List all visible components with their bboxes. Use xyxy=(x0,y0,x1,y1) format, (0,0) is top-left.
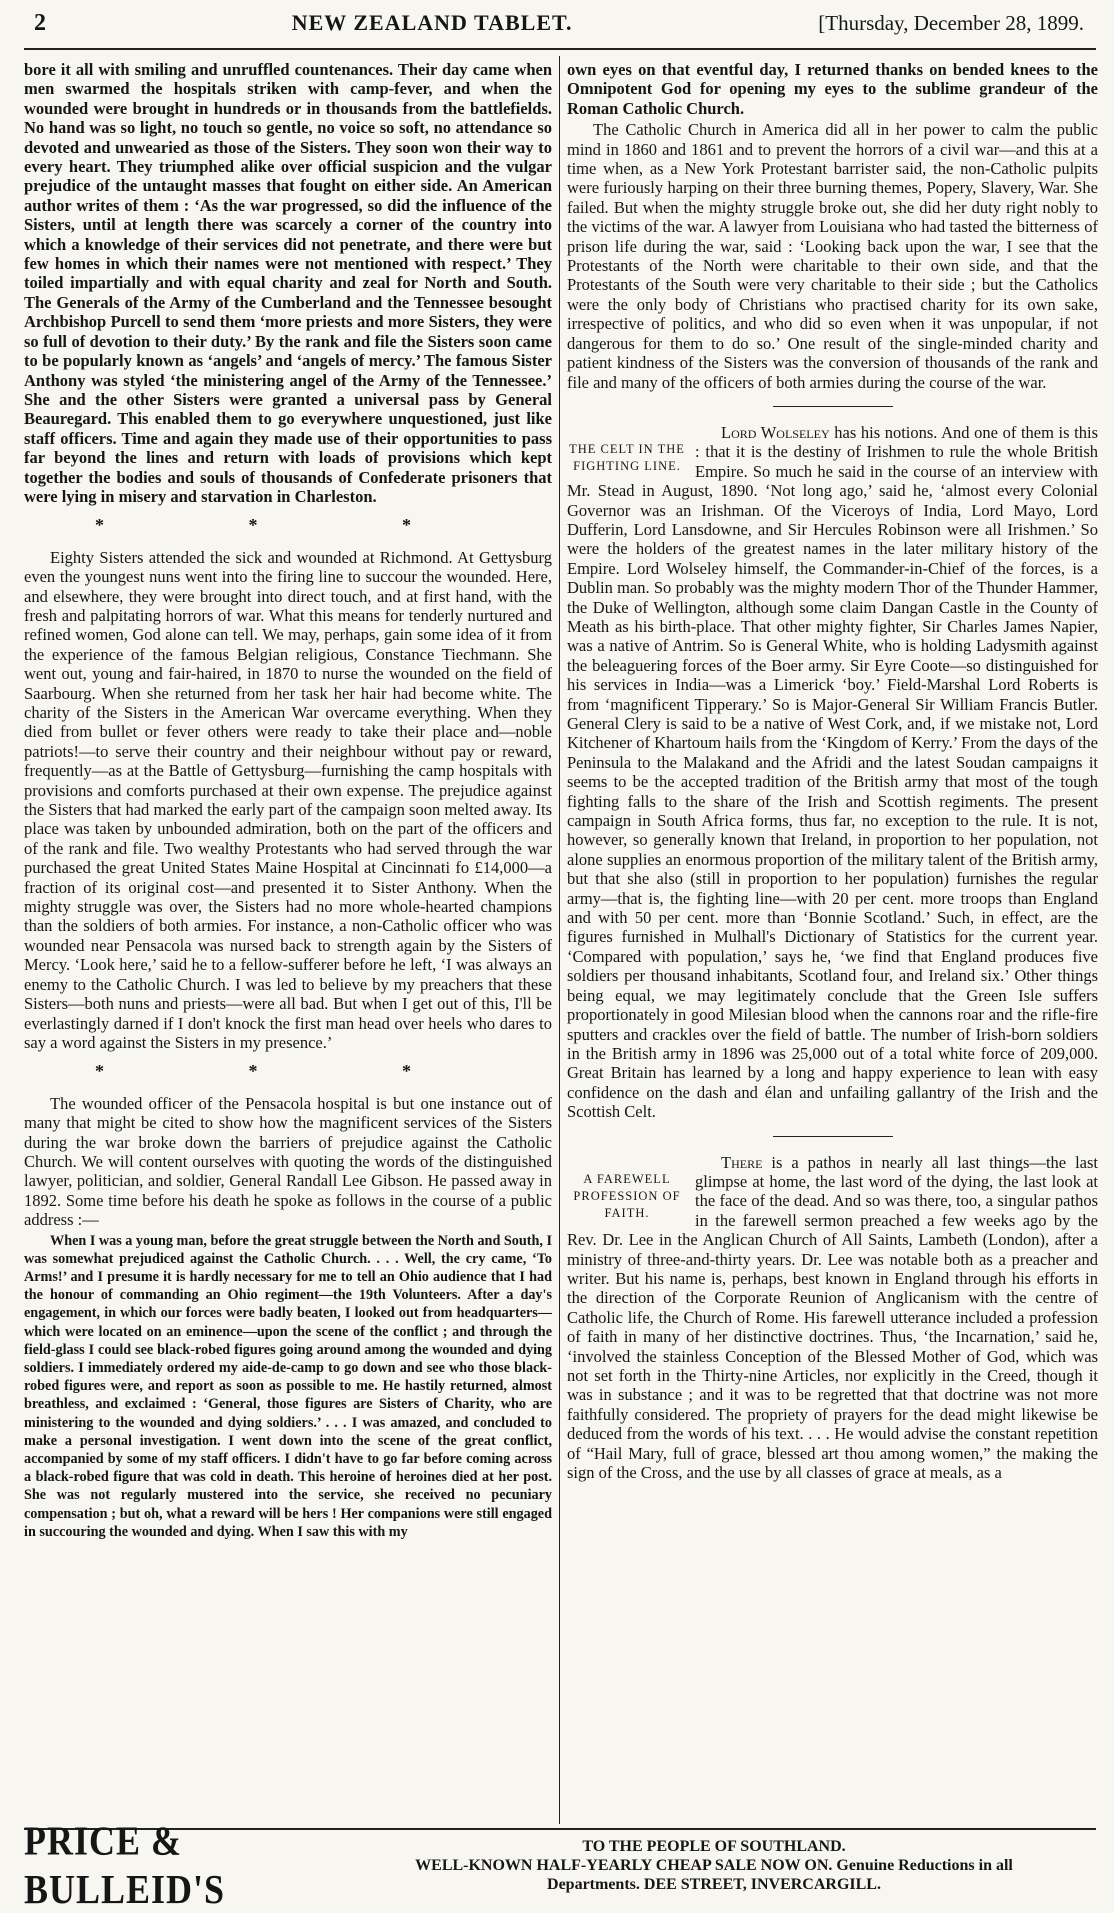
article-separator xyxy=(773,406,893,407)
ad-line: TO THE PEOPLE OF SOUTHLAND. xyxy=(582,1837,846,1855)
right-column xyxy=(567,60,1098,1484)
article-paragraph: The wounded officer of the Pensacola hospital is but one instance out of many that might be cited to show how the magnificent services of the Sisters during the war broke down the barriers of prejudice against the Catholic Church. We will content ourselves with quoting the words of the distinguished lawyer, politician, and soldier, General Randall Lee Gibson. He passed away in 1892. Some time before his death he spoke as follows in the course of a public address :— xyxy=(24,1093,552,1230)
page-number: 2 xyxy=(34,10,46,36)
ad-text xyxy=(334,1837,1094,1894)
section-divider-stars: * * * xyxy=(95,515,481,536)
article-paragraph: Eighty Sisters attended the sick and wounded at Richmond. At Gettysburg even the youngest nuns went into the firing line to succour the wounded. Here, and elsewhere, they were brought into direct touch, and at first hand, with the fresh and palpitating horrors of war. What this means for tenderly nurtured and refined women, God alone can tell. We may, perhaps, gain some idea of it from the experience of the famous Belgian religious, Constance Tiechmann. She went out, young and fair-haired, in 1870 to nurse the wounded on the field of Saarbourg. When she returned from her task her hair had become white. The charity of the Sisters in the American War overcame everything. When they died from bullet or fever others were ready to take their place and—noble patriots!—to serve their country and their neighbour without pay or reward, frequently—as at the Battle of Gettysburg—furnishing the camp hospitals with provisions and comforts purchased at their own expense. The prejudice against the Sisters that had marked the early part of the campaign soon melted away. Its place was taken by unbounded admiration, both on the part of the officers and of the rank and file. Two wealthy Protestants who had served through the war purchased the great United States Maine Hospital at Cincinnati fo £14,000—a fraction of its original cost—and presented it to Sister Anthony. When the mighty struggle was over, the Sisters had no more whole-hearted champions than the soldiers of both armies. For instance, a non-Catholic officer who was wounded near Pensacola was nursed back to strength again by the Sisters of Mercy. ‘Look here,’ said he to a fellow-sufferer before he left, ‘I was always an enemy to the Catholic Church. I was led to believe by my preachers that these Sisters—both nuns and priests—were all bad. But when I get out of this, I'll be everlastingly darned if I don't knock the first man head over heels who dares to say a word against the Sisters in my presence.’ xyxy=(24,547,552,1052)
section-divider-stars: * * * xyxy=(95,1061,481,1082)
block-quote: When I was a young man, before the great struggle between the North and South, I was somewhat prejudiced against the Catholic Church. . . . Well, the cry came, ‘To Arms!’ and I presume it is hardly necessary for me to tell an Ohio audience that I had the honour of commanding an Ohio regiment—the 19th Volunteers. After a day's engagement, in which our forces were badly beaten, I looked out from headquarters—which were located on an eminence—upon the scene of the conflict ; and through the field-glass I could see black-robed figures going around among the wounded and dying soldiers. I immediately ordered my aide-de-camp to go down and see who those black-robed figures were, and report as soon as possible to me. He hastily returned, almost breathless, and exclaimed : ‘General, those figures are Sisters of Charity, who are ministering to the wounded and dying soldiers.’ . . . I was amazed, and concluded to make a personal investigation. I went down into the scene of the great conflict, accompanied by some of my staff officers. I didn't have to go far before coming across a black-robed figure that was cold in death. This heroine of heroines died at her post. She was not regularly mustered into the service, she received no pecuniary compensation ; but oh, what a reward will be hers ! Her companions were still engaged in succouring the wounded and dying. When I saw this with my xyxy=(24,1232,552,1540)
article-separator xyxy=(773,1136,893,1137)
article-paragraph: The Catholic Church in America did all in her power to calm the public mind in 1860 and 1861 and to prevent the horrors of a civil war—and this at a time when, as a New York Protestant barrister said, the non-Catholic pulpits were furiously harping on their three burning themes, Popery, Slavery, War. She failed. But when the mighty struggle broke out, she did her duty right nobly to the victims of the war. A lawyer from Louisiana who had tasted the bitterness of prison life during the war, said : ‘Looking back upon the war, I see that the Protestants of the North were charitable to their own side, and that the Protestants of the South were very charitable to their side ; but the Catholics were the only body of Christians who practised charity for its own sake, irrespective of politics, and who did so even when it was unpopular, if not dangerous for them to do so.’ One result of the single-minded charity and patient kindness of the Sisters was the conversion of thousands of the rank and file and many of the officers of both armies during the course of the war. xyxy=(567,120,1098,392)
article-paragraph xyxy=(567,423,1098,1122)
ad-line: Departments. DEE STREET, INVERCARGILL. xyxy=(547,1875,881,1893)
side-heading-farewell: A FAREWELL PROFESSION OF FAITH. xyxy=(573,1171,681,1220)
masthead xyxy=(34,10,1084,46)
advertisement xyxy=(24,1817,1094,1913)
ad-brand: PRICE & BULLEID'S xyxy=(24,1817,226,1913)
side-heading-celt: THE CELT IN THE FIGHTING LINE. xyxy=(569,441,685,473)
lead-in: Lord Wolseley xyxy=(721,422,830,442)
ad-line: WELL-KNOWN HALF-YEARLY CHEAP SALE NOW ON. Genuine Reductions in all xyxy=(415,1856,1013,1874)
article-text: has his notions. And one of them is this : that it is the destiny of Irishmen to rule the whole British Empire. So much he said in the course of an interview with Mr. Stead in August, 1890. ‘Not long ago,’ said he, ‘almost every Colonial Governor was an Irishman. Of the Viceroys of India, Lord Mayo, Lord Dufferin, Lord Lansdowne, and Sir Hercules Robinson were all Irishmen.’ So were the holders of the greatest names in the later military history of the Empire. Lord Wolseley himself, the Commander-in-Chief of the forces, is a Dublin man. So probably was the mighty modern Thor of the Thunder Hammer, the Duke of Wellington, although some claim Dangan Castle in the County of Meath as his birth-place. That other mighty fighter, Sir Charles James Napier, was a native of Antrim. So is General White, who is holding Ladysmith against the beleaguering forces of the Boer army. Sir Eyre Coote—so distinguished for his services in India—was a Limerick ‘boy.’ Field-Marshal Lord Roberts is from ‘magnificent Tipperary.’ So is Major-General Sir William Francis Butler. General Clery is said to be a native of West Cork, and, if we mistake not, Lord Kitchener of Khartoum hails from the ‘Kingdom of Kerry.’ From the days of the Peninsula to the Malakand and the Afridi and the latest Soudan campaigns it seems to be the accepted tradition of the British army that most of the tough fighting falls to the share of the Irish and Scottish regiments. The present campaign in South Africa forms, thus far, no exception to the rule. It is not, however, so generally known that Ireland, in proportion to her population, not alone supplies an enormous proportion of the military talent of the British army, but that she also (still in proportion to her population) furnishes the regular army—that is, the fighting line—with 20 per cent. more troops than England and with 50 per cent. more than ‘Bonnie Scotland.’ Such, in effect, are the figures furnished in Mulhall's Dictionary of Statistics for the current year. ‘Compared with population,’ says he, ‘we find that England produces five soldiers per thousand inhabitants, Scotland four, and Ireland six.’ Other things being equal, we may legitimately conclude that the Green Isle suffers proportionately in good Milesian blood when the cannons roar and the rifle-fire sputters and crackles over the field of battle. The number of Irish-born soldiers in the British army in 1896 was 25,000 out of a total white force of 209,000. Great Britain has learned by a long and happy experience to lean with easy confidence on the dash and élan and unfailing gallantry of the Irish and the Scottish Celt. xyxy=(567,422,1098,1122)
article-paragraph: bore it all with smiling and unruffled countenances. Their day came when men swarmed the hospitals striken with camp-fever, and when the wounded were brought in hundreds or in thousands from the battlefields. No hand was so light, no touch so gentle, no voice so soft, no attendance so devoted and unwearied as those of the Sisters. They soon won their way to every heart. They triumphed alike over official suspicion and the vulgar prejudice of the untaught masses that fought on either side. An American author writes of them : ‘As the war progressed, so did the influence of the Sisters, until at length there was scarcely a corner of the country into which a knowledge of their services did not penetrate, and there were but few homes in which their names were not mentioned with respect.’ They toiled impartially and with equal charity and zeal for North and South. The Generals of the Army of the Cumberland and the Tennessee besought Archbishop Purcell to send them ‘more priests and more Sisters, they were so full of devotion to their duty.’ By the rank and file the Sisters soon came to be popularly known as ‘angels’ and ‘angels of mercy.’ The famous Sister Anthony was styled ‘the ministering angel of the Army of the Tennessee.’ She and the other Sisters were granted a universal pass by General Beauregard. This enabled them to go everywhere unquestioned, just like staff officers. Time and again they made use of their opportunities to pass far beyond the lines and return with loads of provisions which kept together the bodies and souls of thousands of Confederate prisoners that were lying in misery and starvation in Charleston. xyxy=(24,60,552,506)
left-column xyxy=(24,60,552,1543)
article-text: is a pathos in nearly all last things—the last glimpse at home, the last word of the dying, the last look at the face of the dead. And so was there, too, a singular pathos in the farewell sermon preached a few weeks ago by the Rev. Dr. Lee in the Anglican Church of All Saints, Lambeth (London), after a ministry of three-and-thirty years. Dr. Lee was notable both as a preacher and writer. But his name is, perhaps, best known in England through his efforts in the direction of the Corporate Reunion of Anglicanism with the centre of Catholic life, the Church of Rome. His farewell utterance included a profession of faith in many of her distinctive doctrines. Thus, ‘the Incarnation,’ said he, ‘involved the stainless Conception of the Blessed Mother of God, which was not set forth in the Thirty-nine Articles, nor explicitly in the Creed, though it was in substance ; and it was to be regretted that that doctrine was not more faithfully considered. The propriety of prayers for the dead might likewise be deduced from the words of his text. . . . He would advise the constant repetition of “Hail Mary, full of grace, blessed art thou among women,” the making the sign of the Cross, and the use by all classes of grace at meals, as a xyxy=(567,1152,1098,1483)
header-rule xyxy=(24,48,1096,50)
column-divider xyxy=(559,56,560,1824)
issue-date: [Thursday, December 28, 1899. xyxy=(818,11,1084,35)
article-paragraph: own eyes on that eventful day, I returned thanks on bended knees to the Omnipotent God for opening my eyes to the sublime grandeur of the Roman Catholic Church. xyxy=(567,60,1098,118)
newspaper-title: NEW ZEALAND TABLET. xyxy=(291,10,573,35)
lead-in: There xyxy=(721,1152,763,1172)
